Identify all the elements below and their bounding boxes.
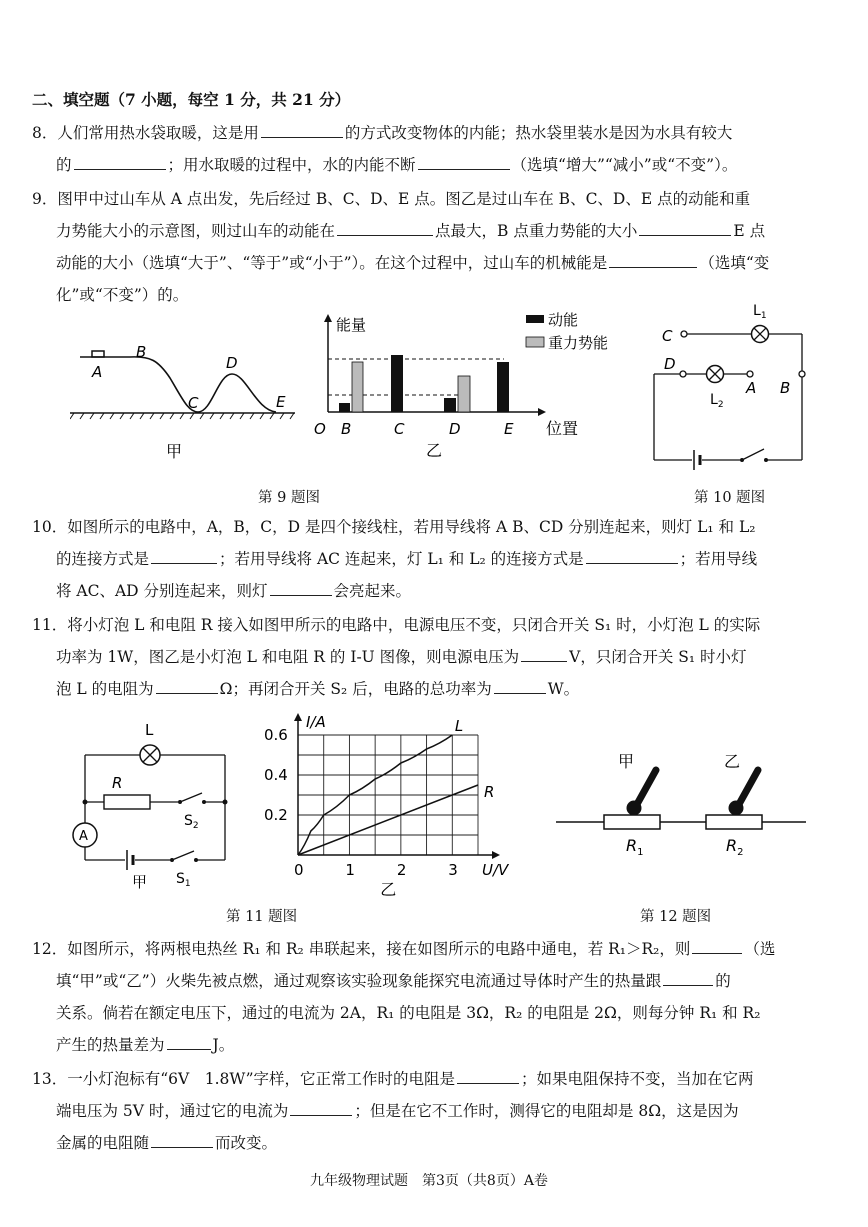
fig9-track-diagram [70,340,300,470]
q10-blank-2[interactable] [586,548,678,564]
fig12-caption: 第 12 题图 [640,909,712,925]
q12-line3: 关系。倘若在额定电压下，通过的电流为 2A，R₁ 的电阻是 3Ω，R₂ 的电阻是 2Ω，则每分钟 R₁ 和 R₂ [56,1004,761,1022]
label-jia: 甲 [618,752,635,771]
bars-ylabel: 能量 [336,316,367,334]
q11-text-3a: 泡 L 的电阻为 [56,680,154,698]
terminal-a [747,371,753,377]
q12-text-1b: （选 [744,940,776,958]
q9-line3 [56,252,769,274]
y-tick-label: 0.6 [264,726,288,744]
legend-kinetic-swatch [526,315,544,323]
q9-line2 [56,220,765,242]
q10-text-2a: 的连接方式是 [56,550,150,568]
q10-text-2c: ；若用导线 [679,550,758,568]
q13-text-2b: ；但是在它不工作时，测得它的电阻却是 8Ω，这是因为 [354,1102,739,1120]
q12-blank-2[interactable] [663,970,713,986]
q11-line2 [56,646,747,668]
q13-line2 [56,1100,739,1122]
switch-icon [742,449,764,460]
bar-e-kinetic [497,362,509,412]
series-r-line [298,785,478,855]
bar-c-kinetic [391,355,403,412]
terminal-b [799,371,805,377]
q12-line4 [56,1034,234,1056]
label-ammeter: A [79,829,88,844]
q12-text-2b: 的 [715,972,731,990]
q13-text-3b: 而改变。 [215,1134,278,1152]
q8-text-2a: 的 [56,156,72,174]
q10-blank-3[interactable] [270,580,332,596]
label-l1: $L_1$ [753,303,767,321]
fig9-energy-bars [308,310,638,460]
fig9-jia-label: 甲 [166,442,183,461]
bars-origin: O [314,420,326,438]
q13-blank-1[interactable] [457,1068,519,1084]
q9-blank-3[interactable] [609,252,697,268]
label-c: C [662,327,673,345]
resistor-r-icon [104,795,150,809]
x-tick-label: 2 [396,861,407,879]
fig11-jia-label: 甲 [132,873,148,890]
q9-text-3b: （选填“变 [699,254,770,272]
bars-tick-b: B [341,420,352,438]
bars-x-arrow [538,408,546,416]
label-lamp-l: L [145,721,154,739]
q9-text-2a: 力势能大小的示意图，则过山车的动能在 [56,222,336,240]
q11-text-3c: W。 [547,680,580,698]
q9-line4: 化”或“不变”）的。 [56,286,189,304]
y-tick-label: 0.4 [264,766,288,784]
q12-line1 [32,938,775,960]
q10-text-3b: 会亮起来。 [333,582,412,600]
fig12-diagram [552,748,812,868]
q10-text-2b: ；若用导线将 AC 连起来，灯 L₁ 和 L₂ 的连接方式是 [219,550,584,568]
legend-potential-swatch [526,337,544,347]
q9-text-3a: 动能的大小（选填“大于”、“等于”或“小于”）。在这个过程中，过山车的机械能是 [56,254,608,272]
q9-text-2c: E 点 [733,222,766,240]
fig9-yi-label: 乙 [426,441,443,460]
label-r1: $R_1$ [626,836,644,858]
label-b: B [780,379,791,397]
bars-xlabel: 位置 [546,419,579,438]
bars-y-arrow [324,314,332,322]
point-e-label: E [276,393,286,411]
q13-text-3a: 金属的电阻随 [56,1134,150,1152]
series-label-r: R [484,783,495,801]
q12-text-4b: J。 [212,1036,235,1054]
q12-line2 [56,970,731,992]
q12-text-4a: 产生的热量差为 [56,1036,165,1054]
q11-blank-1[interactable] [521,646,567,662]
label-l2: $L_2$ [710,392,724,410]
y-tick-label: 0.2 [264,806,288,824]
x-tick-label: 3 [448,861,458,879]
q11-text-2b: V，只闭合开关 S₁ 时小灯 [569,648,747,666]
bars-tick-c: C [394,420,405,438]
label-s2: $S_2$ [184,813,199,831]
x-axis-arrow [492,851,500,859]
fig11-yi-label: 乙 [380,880,397,899]
q12-blank-3[interactable] [167,1034,211,1050]
series-label-l: L [454,717,464,735]
fig10-circuit [640,285,830,480]
point-c-label: C [188,394,199,412]
q9-text-2b: 点最大，B 点重力势能的大小 [435,222,638,240]
label-yi: 乙 [724,752,741,771]
label-r: R [112,774,123,792]
q13-line3 [56,1132,277,1154]
chart-ylabel: I/A [306,713,326,731]
q13-text-2a: 端电压为 5V 时，通过它的电流为 [56,1102,289,1120]
y-axis-arrow [294,713,302,721]
label-d: D [664,355,676,373]
point-b-label: B [136,343,147,361]
q13-line1 [32,1068,754,1090]
q9-blank-1[interactable] [337,220,433,236]
q8-blank-3[interactable] [418,154,510,170]
q10-blank-1[interactable] [151,548,217,564]
resistor-r2-icon [706,815,762,829]
x-tick-label: 0 [294,861,304,879]
resistor-r1-icon [604,815,660,829]
switch-s2-icon [180,793,202,802]
q8-line2 [56,154,737,176]
q11-line1: 11．将小灯泡 L 和电阻 R 接入如图甲所示的电路中，电源电压不变，只闭合开关 S₁ 时，小灯泡 L 的实际 [32,616,761,634]
q8-text-1b: 的方式改变物体的内能；热水袋里装水是因为水具有较大 [344,124,733,142]
chart-ticks [264,726,458,879]
terminal-d [680,371,686,377]
q8-blank-2[interactable] [74,154,166,170]
q11-blank-3[interactable] [494,678,546,694]
q12-text-2a: 填“甲”或“乙”）火柴先被点燃，通过观察该实验现象能探究电流通过导体时产生的热量跟 [56,972,662,990]
q8-line1 [32,122,732,144]
chart-xlabel: U/V [482,861,509,879]
section-title: 二、填空题（7 小题，每空 1 分，共 21 分） [32,90,351,109]
bar-d-potential [458,376,470,412]
bar-d-kinetic [444,398,456,412]
legend-potential-label: 重力势能 [548,334,609,352]
q12-blank-1[interactable] [692,938,742,954]
label-a: A [746,379,757,397]
q8-text-1a: 8．人们常用热水袋取暖，这是用 [32,124,259,142]
coaster-track [80,357,276,412]
q9-line1: 9．图甲中过山车从 A 点出发，先后经过 B、C、D、E 点。图乙是过山车在 B、C、D、E 点的动能和重 [32,190,751,208]
fig11-circuit [60,715,240,890]
q8-text-2b: ；用水取暖的过程中，水的内能不断 [167,156,416,174]
point-a-label: A [92,363,103,381]
bar-b-kinetic [339,403,350,412]
fig10-caption: 第 10 题图 [694,490,766,506]
q13-text-1b: ；如果电阻保持不变，当加在它两 [521,1070,754,1088]
q13-blank-2[interactable] [290,1100,352,1116]
label-r2: $R_2$ [726,836,744,858]
x-tick-label: 1 [345,861,355,879]
q11-text-3b: Ω；再闭合开关 S₂ 后，电路的总功率为 [219,680,492,698]
q13-blank-3[interactable] [151,1132,213,1148]
q8-text-2c: （选填“增大”“减小”或“不变”）。 [511,156,738,174]
q11-blank-2[interactable] [156,678,218,694]
match-yi-icon [738,770,758,806]
q9-blank-2[interactable] [639,220,731,236]
terminal-c [681,331,687,337]
page-footer: 九年级物理试题 第3页（共8页）A卷 [310,1173,548,1189]
q13-text-1a: 13．一小灯泡标有“6V 1.8W”字样，它正常工作时的电阻是 [32,1070,455,1088]
coaster-car-icon [92,351,104,357]
q8-blank-1[interactable] [261,122,343,138]
ground-hatch [70,413,294,419]
q10-text-3a: 将 AC、AD 分别连起来，则灯 [56,582,268,600]
switch-s1-icon [172,851,194,860]
bars-tick-e: E [504,420,514,438]
q12-text-1a: 12．如图所示，将两根电热丝 R₁ 和 R₂ 串联起来，接在如图所示的电路中通电，若 R₁＞R₂，则 [32,940,691,958]
q10-line3 [56,580,411,602]
q10-line2 [56,548,757,570]
bar-b-potential [352,362,363,412]
fig9-caption: 第 9 题图 [258,490,320,506]
label-s1: $S_1$ [176,871,191,889]
match-jia-icon [636,770,656,806]
bars-tick-d: D [449,420,461,438]
legend-kinetic-label: 动能 [548,311,579,329]
fig11-caption: 第 11 题图 [226,909,298,925]
iu-chart [262,705,512,900]
q11-text-2a: 功率为 1W，图乙是小灯泡 L 和电阻 R 的 I-U 图像，则电源电压为 [56,648,520,666]
point-d-label: D [226,354,238,372]
q10-line1: 10．如图所示的电路中，A，B，C，D 是四个接线柱，若用导线将 A B、CD 分别连起来，则灯 L₁ 和 L₂ [32,518,756,536]
q11-line3 [56,678,579,700]
